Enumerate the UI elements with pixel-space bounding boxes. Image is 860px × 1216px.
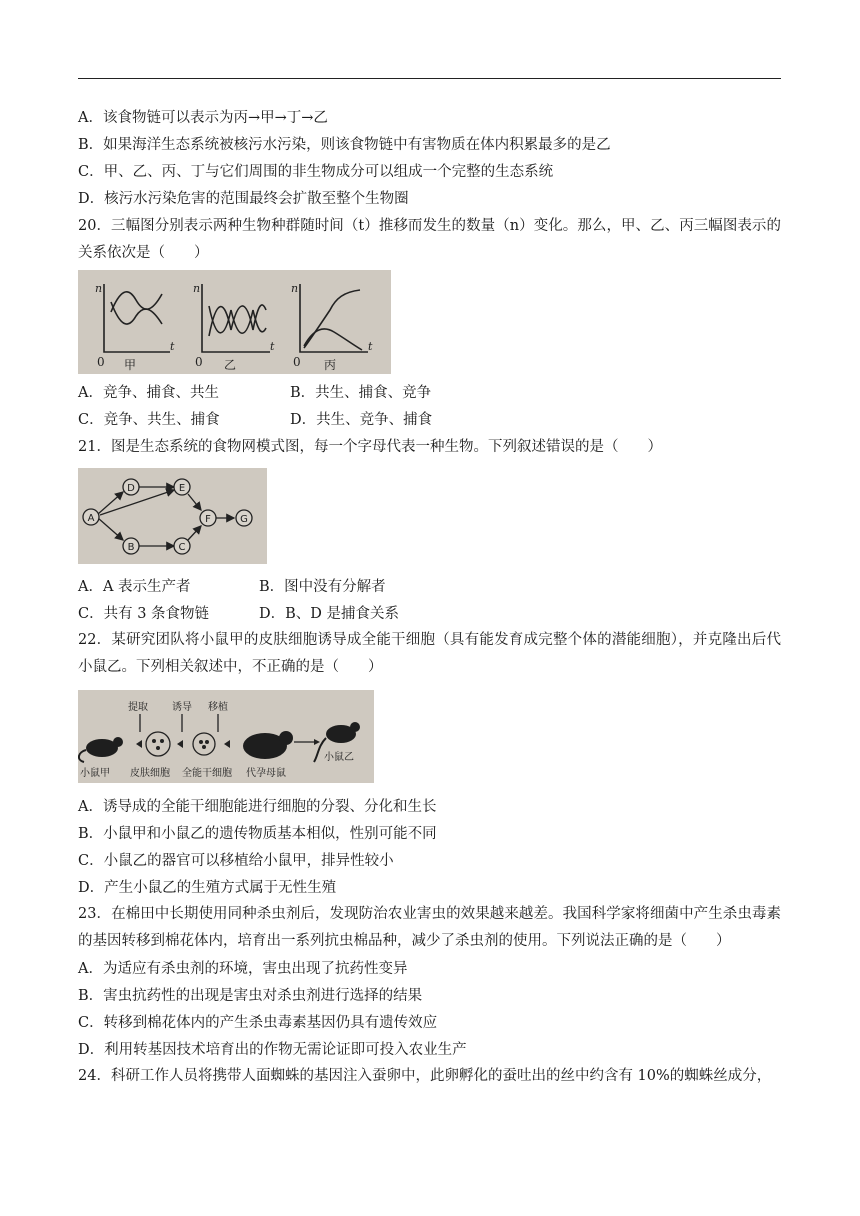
- q23-option-b: B．害虫抗药性的出现是害虫对杀虫剂进行选择的结果: [78, 988, 423, 1004]
- q21-option-a: A．A 表示生产者: [78, 579, 191, 595]
- q20-y-label-1: n: [95, 282, 103, 295]
- q20-origin-1: 0: [97, 355, 105, 369]
- food-web-diagram: [78, 468, 267, 564]
- q23-option-d: D．利用转基因技术培育出的作物无需论证即可投入农业生产: [78, 1042, 467, 1058]
- label-skin-cell: 皮肤细胞: [130, 768, 170, 779]
- population-graphs: [78, 270, 391, 374]
- q21-option-b: B．图中没有分解者: [259, 579, 386, 595]
- step-induce: 诱导: [172, 702, 192, 713]
- q20-x-label-3: t: [368, 340, 373, 353]
- q20-option-b: B．共生、捕食、竞争: [290, 385, 432, 401]
- q19-option-c: C．甲、乙、丙、丁与它们周围的非生物成分可以组成一个完整的生态系统: [78, 164, 554, 180]
- label-stem-cell: 全能干细胞: [182, 768, 232, 779]
- node-d-label: D: [127, 483, 135, 494]
- q20-x-label-2: t: [270, 340, 275, 353]
- q20-option-c: C．竞争、共生、捕食: [78, 412, 220, 428]
- q23-option-c: C．转移到棉花体内的产生杀虫毒素基因仍具有遗传效应: [78, 1015, 438, 1031]
- label-mouse-jia: 小鼠甲: [80, 768, 110, 779]
- node-a-label: A: [87, 513, 95, 524]
- q20-stem: 20．三幅图分别表示两种生物种群随时间（t）推移而发生的数量（n）变化。那么，甲、乙、丙三幅图表示的关系依次是（ ）: [78, 218, 781, 261]
- q22-option-b: B．小鼠甲和小鼠乙的遗传物质基本相似，性别可能不同: [78, 826, 437, 842]
- skin-cell-icon: [146, 732, 170, 756]
- q19-option-a: A．该食物链可以表示为丙→甲→丁→乙: [78, 110, 328, 126]
- q24-stem: 24．科研工作人员将携带人面蜘蛛的基因注入蚕卵中，此卵孵化的蚕吐出的丝中约含有 10%的蜘蛛丝成分，: [78, 1068, 772, 1084]
- q20-caption-yi: 乙: [224, 358, 237, 372]
- step-extract: 提取: [128, 702, 148, 713]
- node-c-label: C: [178, 542, 186, 553]
- q21-stem: 21．图是生态系统的食物网模式图，每一个字母代表一种生物。下列叙述错误的是（ ）: [78, 439, 662, 455]
- q19-option-d: D．核污水污染危害的范围最终会扩散至整个生物圈: [78, 191, 409, 207]
- q20-caption-jia: 甲: [124, 358, 137, 372]
- node-f-label: F: [205, 514, 211, 525]
- q22-option-c: C．小鼠乙的器官可以移植给小鼠甲，排异性较小: [78, 853, 394, 869]
- header-rule: [78, 78, 781, 79]
- q23-option-a: A．为适应有杀虫剂的环境，害虫出现了抗药性变异: [78, 961, 408, 977]
- q20-caption-bing: 丙: [324, 358, 337, 372]
- q20-option-d: D．共生、竞争、捕食: [290, 412, 433, 428]
- q20-x-label-1: t: [170, 340, 175, 353]
- q22-cloning-figure: [78, 690, 374, 783]
- q20-y-label-2: n: [193, 282, 201, 295]
- q20-option-a: A．竞争、捕食、共生: [78, 385, 219, 401]
- q20-figure: [78, 270, 391, 374]
- q21-food-web-figure: [78, 468, 267, 564]
- q21-option-d: D．B、D 是捕食关系: [259, 606, 400, 622]
- node-g-label: G: [240, 514, 248, 525]
- cloning-process-diagram: [78, 690, 374, 783]
- q20-origin-2: 0: [195, 355, 203, 369]
- q20-origin-3: 0: [293, 355, 301, 369]
- label-mouse-yi: 小鼠乙: [324, 752, 354, 763]
- stem-cell-icon: [193, 733, 215, 755]
- node-b-label: B: [127, 542, 135, 553]
- q21-option-c: C．共有 3 条食物链: [78, 606, 210, 622]
- q22-option-d: D．产生小鼠乙的生殖方式属于无性生殖: [78, 880, 337, 896]
- q22-option-a: A．诱导成的全能干细胞能进行细胞的分裂、分化和生长: [78, 799, 437, 815]
- q22-stem: 22．某研究团队将小鼠甲的皮肤细胞诱导成全能干细胞（具有能发育成完整个体的潜能细胞），并克隆出后代小鼠乙。下列相关叙述中，不正确的是（ ）: [78, 632, 781, 675]
- q23-stem: 23．在棉田中长期使用同种杀虫剂后，发现防治农业害虫的效果越来越差。我国科学家将细菌中产生杀虫毒素的基因转移到棉花体内，培育出一系列抗虫棉品种，减少了杀虫剂的使用。下列说法正确的是（ ）: [78, 906, 781, 949]
- q20-y-label-3: n: [291, 282, 299, 295]
- node-e-label: E: [178, 483, 186, 494]
- q19-option-b: B．如果海洋生态系统被核污水污染，则该食物链中有害物质在体内积累最多的是乙: [78, 137, 611, 153]
- step-transplant: 移植: [208, 702, 228, 713]
- label-surrogate: 代孕母鼠: [246, 768, 286, 779]
